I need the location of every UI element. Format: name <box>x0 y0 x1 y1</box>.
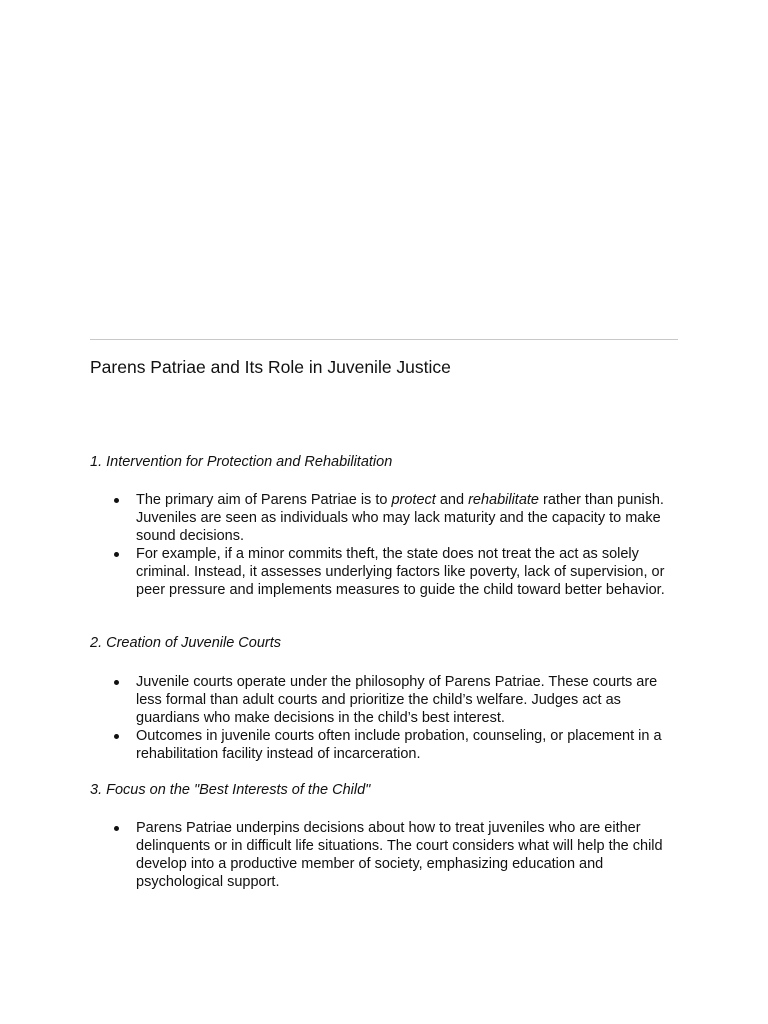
section-heading-intervention: 1. Intervention for Protection and Rehabilitation <box>90 454 393 470</box>
emphasis-protect: protect <box>391 492 436 508</box>
bullet-icon <box>114 734 119 739</box>
list-item <box>90 491 680 545</box>
bullet-text-part: The primary aim of Parens Patriae is to <box>136 492 392 508</box>
bullet-icon <box>114 826 119 831</box>
section-heading-juvenile-courts: 2. Creation of Juvenile Courts <box>90 635 282 651</box>
bullet-icon <box>114 552 119 557</box>
bullet-list-best-interests <box>90 819 680 891</box>
bullet-text: Juvenile courts operate under the philosophy of Parens Patriae. These courts are less formal than adult courts and prioritize the child’s welfare. Judges act as guardians who make decisions in the child’s best interest. <box>136 674 658 726</box>
emphasis-rehabilitate: rehabilitate <box>468 492 539 508</box>
bullet-icon <box>114 498 119 503</box>
bullet-text-part: rather than punish. Juveniles are seen as individuals who may lack maturity and the capacity to make sound decisions. <box>136 492 664 544</box>
bullet-list-juvenile-courts <box>90 673 680 763</box>
section-heading-best-interests: 3. Focus on the "Best Interests of the Child" <box>90 782 371 798</box>
bullet-text: For example, if a minor commits theft, the state does not treat the act as solely criminal. Instead, it assesses underlying factors like poverty, lack of supervision, or peer pressure and implements measures to guide the child toward better behavior. <box>136 546 665 598</box>
horizontal-divider <box>90 339 678 340</box>
bullet-icon <box>114 680 119 685</box>
list-item <box>90 727 680 763</box>
list-item <box>90 545 680 599</box>
list-item <box>90 819 680 891</box>
list-item <box>90 673 680 727</box>
bullet-text-part: and <box>435 492 469 508</box>
bullet-list-intervention <box>90 491 680 599</box>
document-title: Parens Patriae and Its Role in Juvenile Justice <box>90 357 451 377</box>
bullet-text: Outcomes in juvenile courts often include probation, counseling, or placement in a rehabilitation facility instead of incarceration. <box>136 728 662 762</box>
bullet-text: Parens Patriae underpins decisions about how to treat juveniles who are either delinquents or in difficult life situations. The court considers what will help the child develop into a productive member of society, emphasizing education and psychological support. <box>136 820 663 890</box>
